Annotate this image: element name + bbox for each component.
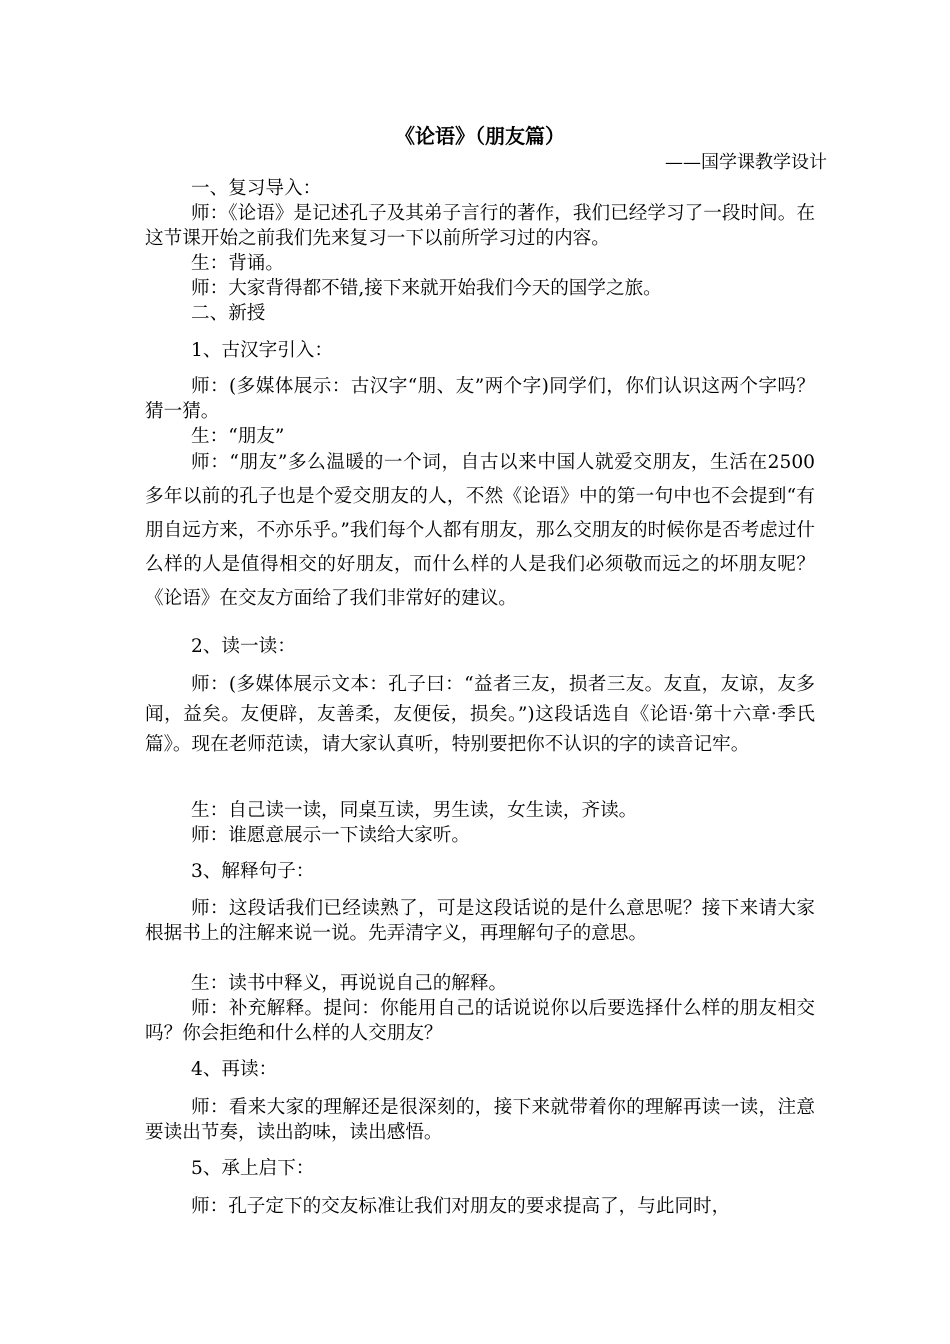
paragraph-student-explain: 生：读书中释义，再说说自己的解释。 <box>191 973 508 994</box>
paragraph-teacher-standard: 师：孔子定下的交友标准让我们对朋友的要求提高了，与此同时， <box>191 1196 731 1217</box>
subheading-ancient-characters: 1、古汉字引入： <box>191 340 333 361</box>
paragraph-teacher-friendship: 师：“朋友”多么温暖的一个词，自古以来中国人就爱交朋友，生活在2500多年以前的孔子也是个爱交朋友的人，不然《论语》中的第一句中也不会提到“有朋自远方来，不亦乐乎。”我们每个人都有朋友，那么交朋友的时候你是否考虑过什么样的人是值得相交的好朋友，而什么样的人是我们必须敬而远之的坏朋友呢？《论语》在交友方面给了我们非常好的建议。 <box>145 452 815 609</box>
paragraph-teacher-meaning: 师：这段话我们已经读熟了，可是这段话说的是什么意思呢？接下来请大家根据书上的注解来说一说。先弄清字义，再理解句子的意思。 <box>145 898 815 944</box>
section-heading-new: 二、新授 <box>191 303 266 324</box>
paragraph-student-recite: 生：背诵。 <box>191 253 284 274</box>
paragraph-teacher-text: 师：(多媒体展示文本：孔子曰：“益者三友，损者三友。友直，友谅，友多闻，益矣。友便辟，友善柔，友便佞，损矣。”)这段话选自《论语·第十六章·季氏篇》。现在老师范读，请大家认真听，特别要把你不认识的字的读音记牢。 <box>145 674 815 755</box>
paragraph-teacher-transition: 师：大家背得都不错,接下来就开始我们今天的国学之旅。 <box>191 278 662 299</box>
subheading-read: 2、读一读： <box>191 636 296 657</box>
paragraph-teacher-reread: 师：看来大家的理解还是很深刻的，接下来就带着你的理解再读一读，注意要读出节奏，读出韵味，读出感悟。 <box>145 1097 815 1143</box>
document-page <box>145 0 827 1344</box>
paragraph-teacher-multimedia: 师：(多媒体展示：古汉字“朋、友”两个字)同学们，你们认识这两个字吗？猜一猜。 <box>145 376 815 422</box>
paragraph-student-friends: 生：“朋友” <box>191 426 285 447</box>
section-heading-review: 一、复习导入： <box>191 178 322 199</box>
subheading-transition: 5、承上启下： <box>191 1158 315 1179</box>
subheading-explain: 3、解释句子： <box>191 861 315 882</box>
paragraph-teacher-question: 师：补充解释。提问：你能用自己的话说说你以后要选择什么样的朋友相交吗？你会拒绝和什么样的人交朋友？ <box>145 998 815 1044</box>
paragraph-teacher-show: 师：谁愿意展示一下读给大家听。 <box>191 825 470 846</box>
subheading-reread: 4、再读： <box>191 1059 278 1080</box>
document-subtitle: ——国学课教学设计 <box>665 152 827 173</box>
paragraph-teacher-intro: 师：《论语》是记述孔子及其弟子言行的著作，我们已经学习了一段时间。在这节课开始之前我们先来复习一下以前所学习过的内容。 <box>145 203 815 249</box>
paragraph-student-reading: 生：自己读一读，同桌互读，男生读，女生读，齐读。 <box>191 800 638 821</box>
document-title: 《论语》（朋友篇） <box>395 124 565 148</box>
